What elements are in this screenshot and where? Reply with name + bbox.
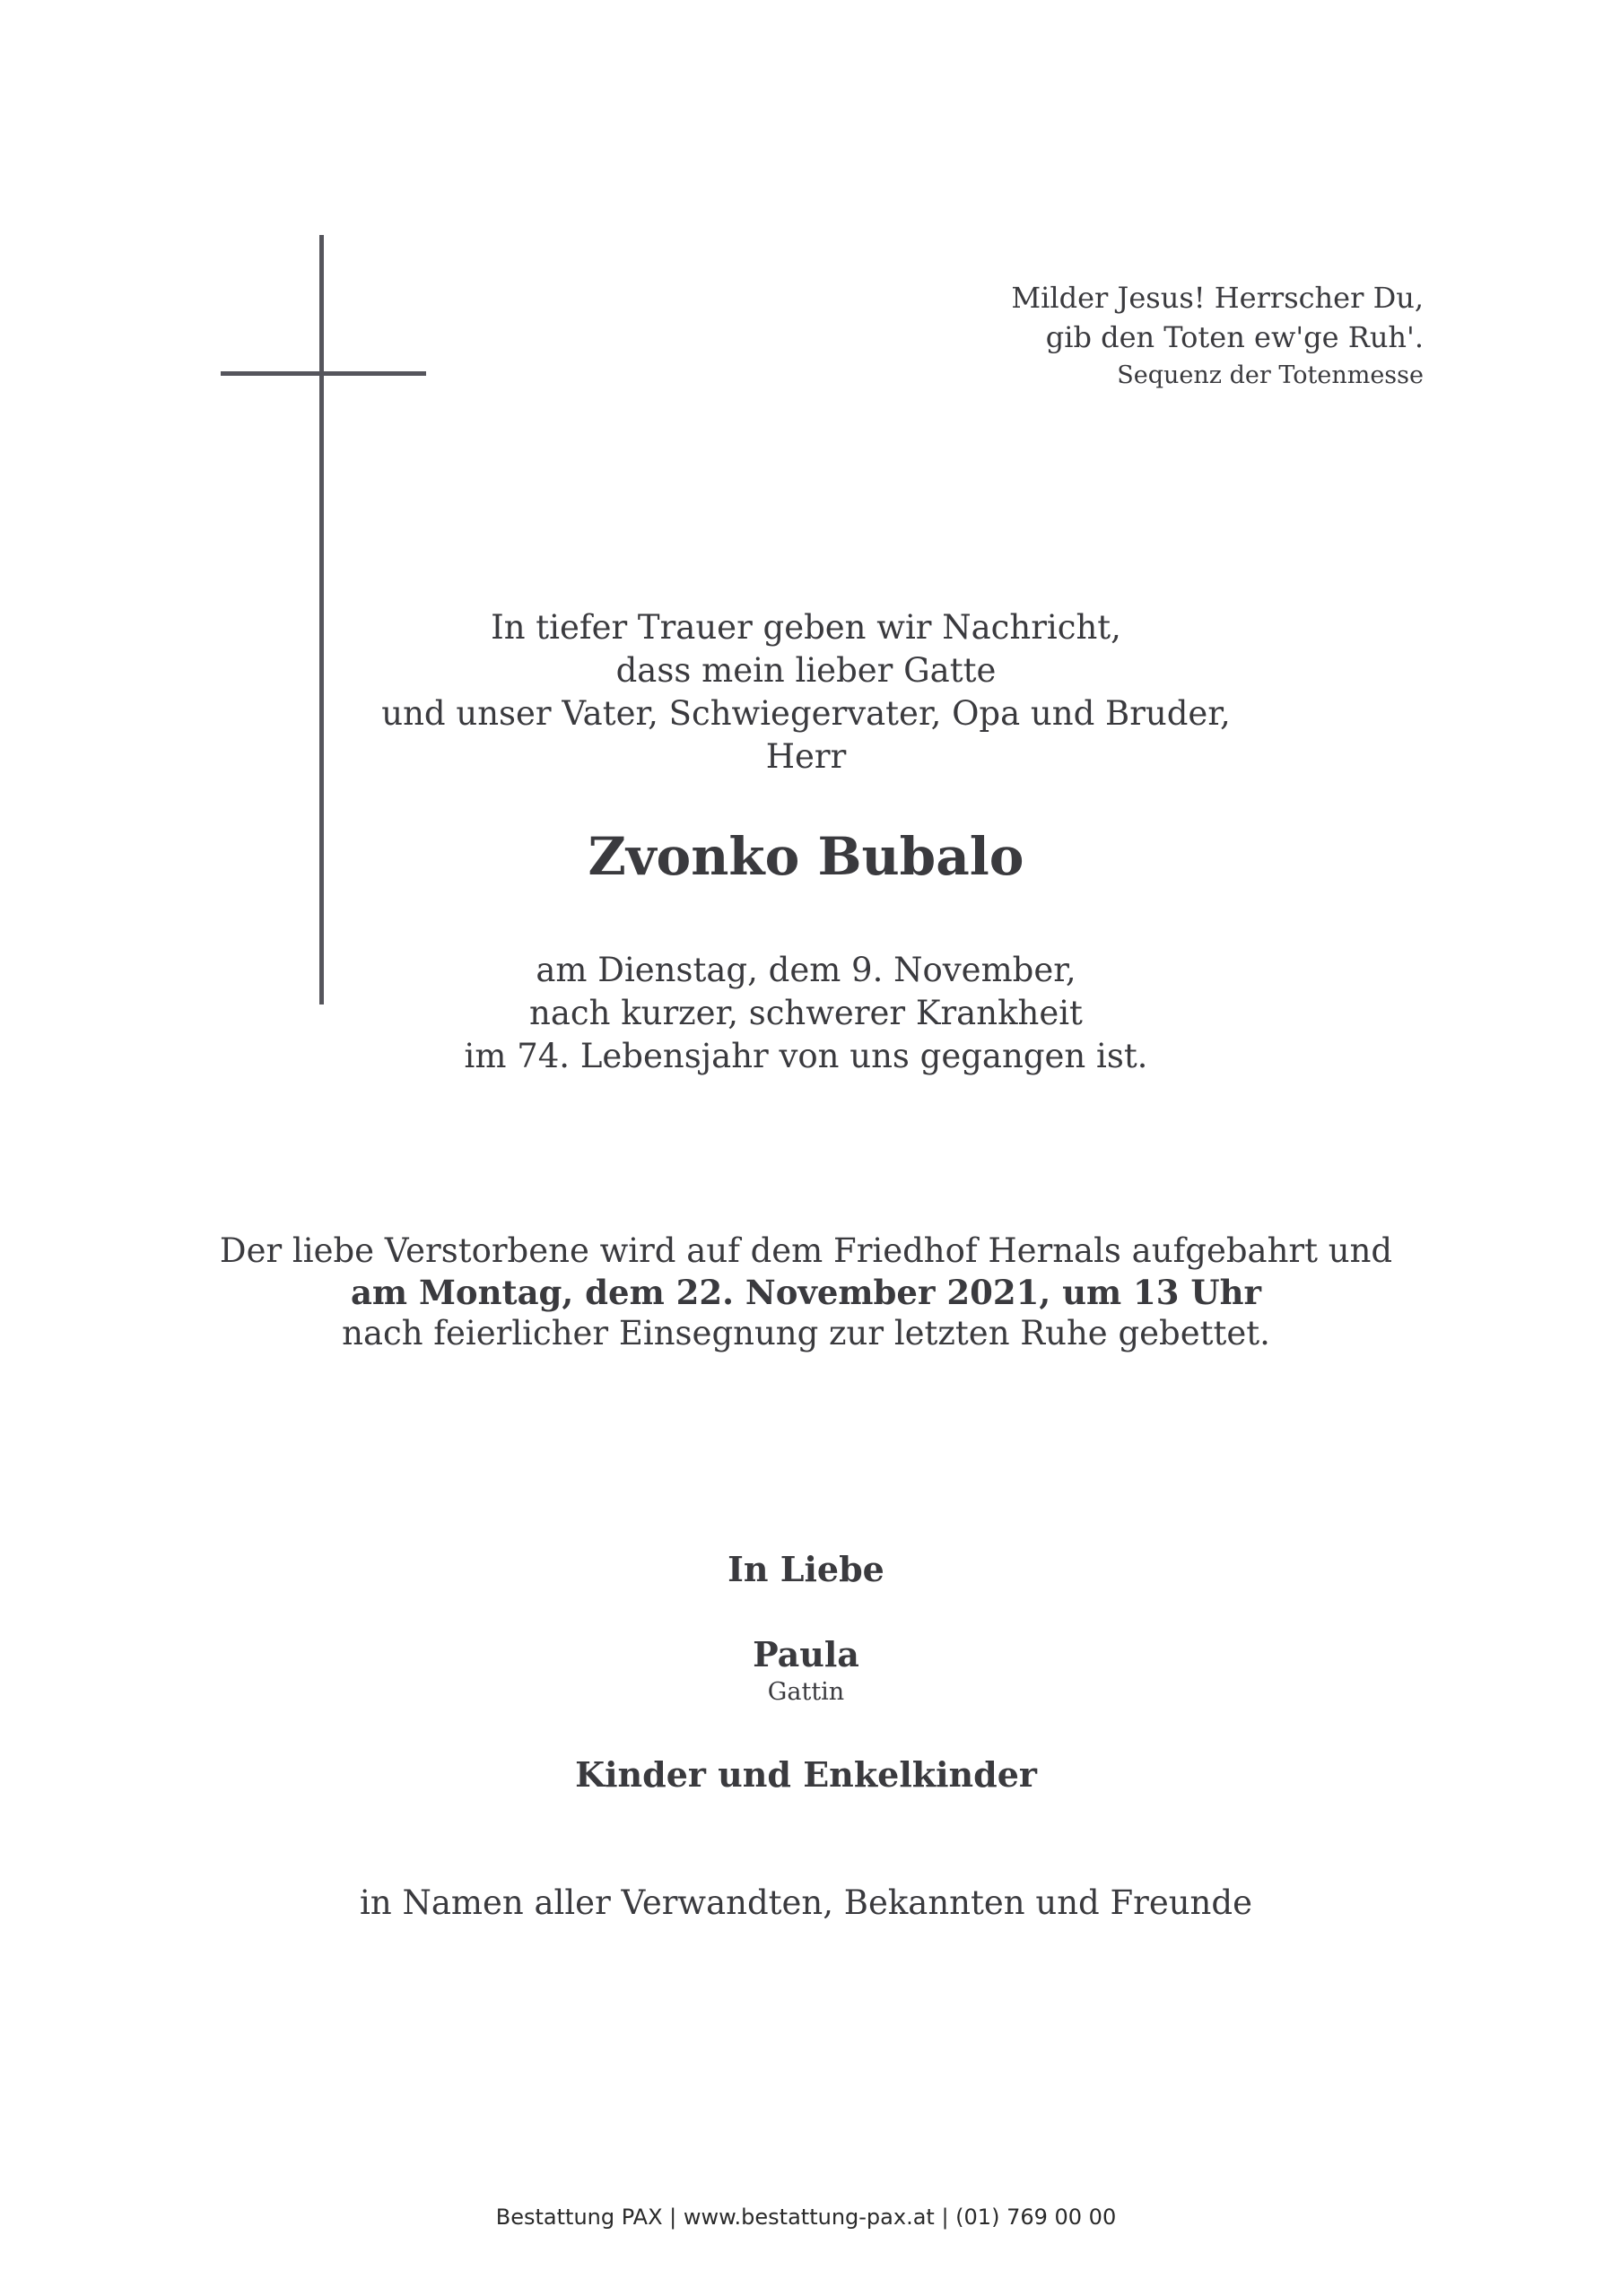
announcement-line: Herr (765, 737, 847, 776)
announcement-line: und unser Vater, Schwiegervater, Opa und Bruder, (381, 694, 1231, 733)
deceased-name: Zvonko Bubalo (588, 826, 1024, 887)
cross-horizontal-beam (221, 371, 426, 376)
motto-line: gib den Toten ew'ge Ruh'. (1045, 320, 1424, 354)
widow-role: Gattin (767, 1678, 845, 1706)
signoff-greeting: In Liebe (728, 1549, 884, 1589)
burial-date: am Montag, dem 22. November 2021, um 13 Uhr (350, 1273, 1262, 1312)
motto-quote (1011, 278, 1424, 395)
burial-details (0, 1231, 1612, 1354)
death-line: im 74. Lebensjahr von uns gegangen ist. (464, 1037, 1148, 1075)
death-details (0, 949, 1612, 1078)
motto-line: Milder Jesus! Herrscher Du, (1011, 281, 1424, 315)
relatives-line: in Namen aller Verwandten, Bekannten und Freunde (360, 1883, 1252, 1922)
burial-line: Der liebe Verstorbene wird auf dem Friedhof Hernals aufgebahrt und (219, 1231, 1393, 1270)
death-line: nach kurzer, schwerer Krankheit (529, 994, 1083, 1032)
burial-line: nach feierlicher Einsegnung zur letzten Ruhe gebettet. (342, 1314, 1270, 1352)
widow-name: Paula (753, 1634, 859, 1674)
announcement-line: dass mein lieber Gatte (615, 651, 997, 690)
announcement-line: In tiefer Trauer geben wir Nachricht, (491, 608, 1121, 647)
motto-source: Sequenz der Totenmesse (1117, 361, 1424, 389)
footer-contact: Bestattung PAX | www.bestattung-pax.at | (01) 769 00 00 (495, 2205, 1117, 2230)
death-line: am Dienstag, dem 9. November, (536, 951, 1076, 989)
announcement-text (0, 606, 1612, 778)
children-signature: Kinder und Enkelkinder (575, 1754, 1037, 1795)
